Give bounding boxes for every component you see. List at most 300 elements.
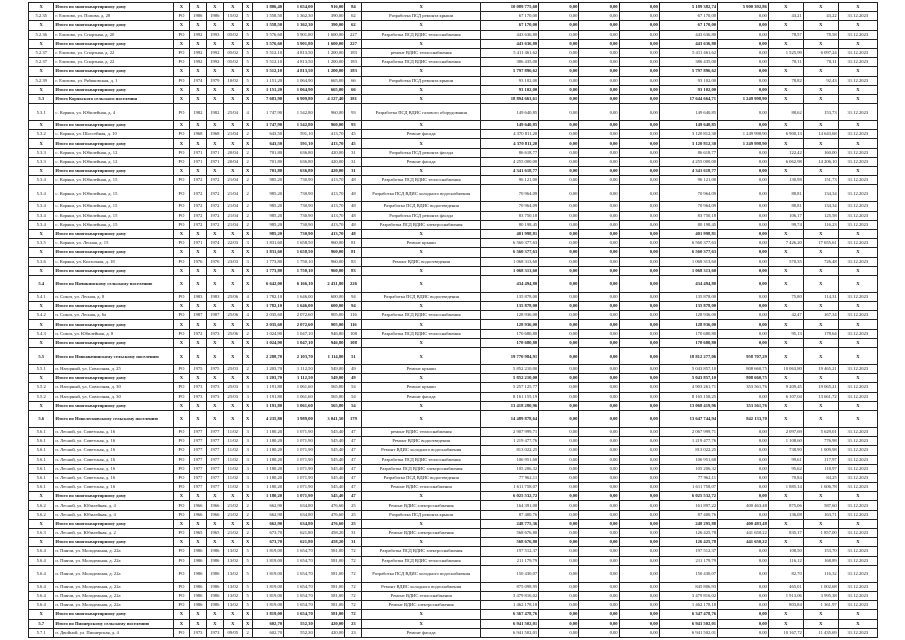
- table-cell: X: [223, 320, 242, 329]
- table-cell: 0,00: [619, 167, 659, 176]
- table-cell: РО: [174, 547, 190, 556]
- table-cell: 42,47: [768, 311, 803, 320]
- table-cell: п. Пинчи, ул. Молодежная, д. 22а: [54, 601, 174, 610]
- table-row: [29, 565, 878, 582]
- table-cell: 1968: [189, 130, 206, 139]
- table-cell: 4 813,50: [284, 67, 315, 76]
- table-cell: 51: [345, 348, 362, 365]
- table-cell: 128 936,00: [659, 320, 717, 329]
- table-cell: 1 558,50: [253, 21, 284, 30]
- table-cell: 17 644 664,71: [659, 94, 717, 103]
- table-cell: 4 341 618,77: [659, 167, 717, 176]
- table-cell: X: [29, 266, 54, 275]
- table-cell: 13/02: [223, 591, 242, 600]
- table-cell: п. Лесной, ул. Советская, д. 16: [54, 427, 174, 436]
- table-cell: X: [29, 121, 54, 130]
- table-cell: 400 483,48: [718, 519, 769, 528]
- table-cell: 1 806,40: [253, 3, 284, 12]
- table-cell: РО: [174, 501, 190, 510]
- table-cell: 390,00: [314, 21, 345, 30]
- table-cell: 1986: [206, 556, 223, 565]
- table-cell: 0,00: [619, 58, 659, 67]
- table-row: [29, 121, 878, 130]
- table-cell: X: [206, 320, 223, 329]
- table-cell: 18 812 277,06: [659, 348, 717, 365]
- table-cell: 0,00: [579, 167, 619, 176]
- table-cell: 25/03: [223, 365, 242, 374]
- table-cell: X: [803, 94, 838, 103]
- table-cell: 130,98: [768, 176, 803, 185]
- table-cell: Ремонт ВДИС электроснабжения: [362, 601, 481, 610]
- table-cell: 1972: [206, 176, 223, 185]
- table-cell: Итого по многоквартирному дому: [54, 167, 174, 176]
- table-cell: 0,00: [718, 220, 769, 229]
- table-cell: 662,90: [253, 519, 284, 528]
- table-cell: 0,00: [579, 510, 619, 519]
- table-cell: X: [223, 410, 242, 427]
- table-cell: 5 043 857,10: [659, 365, 717, 374]
- table-cell: 70 964,09: [659, 202, 717, 211]
- table-cell: 0,00: [718, 211, 769, 220]
- table-cell: 25/06: [223, 292, 242, 301]
- table-cell: X: [189, 94, 206, 103]
- table-row: [29, 365, 878, 374]
- table-cell: X: [223, 3, 242, 12]
- table-cell: 1973: [206, 383, 223, 392]
- table-cell: 99,61: [768, 455, 803, 464]
- table-cell: 70,11: [768, 58, 803, 67]
- table-cell: X: [174, 538, 190, 547]
- table-cell: 5.4.2: [29, 311, 54, 320]
- table-cell: 5: [242, 556, 253, 565]
- table-cell: X: [362, 167, 481, 176]
- table-cell: 3: [242, 392, 253, 401]
- table-cell: РО: [174, 211, 190, 220]
- table-cell: X: [189, 67, 206, 76]
- table-cell: 1986: [206, 547, 223, 556]
- table-cell: X: [223, 302, 242, 311]
- table-cell: 11/02: [223, 464, 242, 473]
- table-cell: РО: [174, 582, 190, 591]
- table-cell: 13 068 419,96: [659, 401, 717, 410]
- table-cell: 1 646,00: [284, 292, 315, 301]
- table-cell: 5.3.3: [29, 148, 54, 157]
- table-cell: 13/02: [223, 601, 242, 610]
- table-cell: X: [223, 519, 242, 528]
- table-cell: 0,00: [718, 446, 769, 455]
- table-cell: 0,00: [718, 229, 769, 238]
- table-cell: X: [768, 275, 803, 292]
- table-cell: 10 167,72: [768, 628, 803, 637]
- table-row: [29, 455, 878, 464]
- table-cell: 5 852 210,00: [480, 365, 538, 374]
- table-cell: РО: [174, 464, 190, 473]
- table-cell: X: [362, 3, 481, 12]
- table-cell: 0,00: [619, 473, 659, 482]
- table-cell: 106,17: [768, 211, 803, 220]
- table-cell: 0,00: [619, 464, 659, 473]
- table-cell: X: [206, 248, 223, 257]
- table-cell: 413,70: [314, 139, 345, 148]
- table-cell: 48: [345, 185, 362, 202]
- table-cell: 48: [345, 211, 362, 220]
- table-cell: РО: [174, 176, 190, 185]
- table-cell: 94: [345, 302, 362, 311]
- table-cell: 5 576,60: [253, 30, 284, 39]
- table-cell: 0,00: [619, 446, 659, 455]
- table-cell: 82,70: [768, 565, 803, 582]
- table-cell: X: [768, 374, 803, 383]
- table-cell: 0,00: [718, 510, 769, 519]
- table-cell: 5: [242, 591, 253, 600]
- table-cell: 1 191,80: [253, 401, 284, 410]
- table-cell: 21/04: [223, 130, 242, 139]
- table-cell: 151,73: [803, 176, 838, 185]
- table-cell: 70,11: [803, 58, 838, 67]
- table-cell: 1972: [206, 211, 223, 220]
- table-cell: 67 170,00: [480, 12, 538, 21]
- table-row: [29, 176, 878, 185]
- table-cell: X: [803, 121, 838, 130]
- table-cell: X: [29, 139, 54, 148]
- table-cell: 1 654,70: [284, 556, 315, 565]
- table-cell: 3: [242, 455, 253, 464]
- table-cell: п. Пинчи, ул. Молодежная, д. 22а: [54, 582, 174, 591]
- table-cell: Ремонт ВДИС электроснабжения: [362, 501, 481, 510]
- table-cell: X: [174, 94, 190, 103]
- table-cell: 2: [242, 157, 253, 166]
- table-cell: Итого по многоквартирному дому: [54, 229, 174, 238]
- table-cell: 0,00: [718, 76, 769, 85]
- table-row: [29, 76, 878, 85]
- table-cell: 1 600,00: [314, 39, 345, 48]
- table-cell: РО: [174, 104, 190, 121]
- table-cell: п. Нагорный, ул. Совхозная, д. 30: [54, 392, 174, 401]
- table-cell: X: [174, 610, 190, 619]
- table-cell: 960,00: [314, 239, 345, 248]
- table-row: [29, 483, 878, 492]
- table-cell: 4 903 261,71: [659, 383, 717, 392]
- table-cell: 0,00: [619, 529, 659, 538]
- table-cell: 86 618,77: [480, 148, 538, 157]
- table-cell: 31: [345, 529, 362, 538]
- table-row: [29, 185, 878, 202]
- table-cell: 3: [242, 239, 253, 248]
- table-cell: 136,08: [768, 510, 803, 519]
- table-cell: 1 200,00: [314, 58, 345, 67]
- table-cell: X: [223, 248, 242, 257]
- table-cell: 0,00: [539, 610, 579, 619]
- table-cell: Итого по многоквартирному дому: [54, 538, 174, 547]
- table-cell: 621,80: [284, 538, 315, 547]
- table-cell: 0,00: [619, 139, 659, 148]
- table-cell: 134,34: [803, 185, 838, 202]
- table-cell: 0,00: [539, 464, 579, 473]
- table-cell: 31.12.2023: [838, 48, 877, 57]
- table-cell: 665,00: [314, 85, 345, 94]
- table-cell: 31: [345, 538, 362, 547]
- table-cell: 0,00: [579, 220, 619, 229]
- table-cell: 5.5.1: [29, 365, 54, 374]
- table-cell: п. Пинчи, ул. Молодежная, д. 22а: [54, 556, 174, 565]
- table-cell: X: [803, 348, 838, 365]
- table-cell: РО: [174, 148, 190, 157]
- table-cell: 581,00: [314, 565, 345, 582]
- table-cell: 985,20: [253, 229, 284, 238]
- table-row: [29, 85, 878, 94]
- table-cell: 5.6.2: [29, 501, 54, 510]
- table-cell: 1 773,80: [253, 257, 284, 266]
- table-cell: X: [206, 85, 223, 94]
- table-cell: 0,00: [579, 529, 619, 538]
- table-cell: 31.12.2023: [838, 76, 877, 85]
- table-cell: 0,00: [539, 510, 579, 519]
- table-cell: X: [838, 410, 877, 427]
- table-row: [29, 619, 878, 628]
- table-cell: 1965: [206, 529, 223, 538]
- table-cell: 13 418 280,96: [480, 401, 538, 410]
- table-cell: X: [768, 410, 803, 427]
- table-row: [29, 446, 878, 455]
- table-cell: 0,00: [619, 185, 659, 202]
- table-cell: 197 512,37: [659, 547, 717, 556]
- table-cell: 1987: [189, 311, 206, 320]
- table-cell: 1986: [189, 601, 206, 610]
- table-cell: 0,00: [718, 121, 769, 130]
- table-cell: 183: [345, 48, 362, 57]
- table-cell: 10 063,80: [768, 365, 803, 374]
- table-row: [29, 67, 878, 76]
- table-cell: с. Коряки, ул. Лесная, д. 15: [54, 239, 174, 248]
- table-cell: 179: [345, 410, 362, 427]
- table-cell: X: [223, 67, 242, 76]
- table-cell: 5.3.2: [29, 130, 54, 139]
- table-cell: 5.6: [29, 410, 54, 427]
- table-cell: 2: [242, 365, 253, 374]
- table-cell: 434 494,80: [659, 275, 717, 292]
- table-cell: 1986: [206, 565, 223, 582]
- table-cell: 0,00: [718, 547, 769, 556]
- table-cell: 1975: [189, 365, 206, 374]
- table-cell: 54: [345, 401, 362, 410]
- table-cell: 0,00: [718, 392, 769, 401]
- table-cell: 211 179,79: [659, 556, 717, 565]
- table-cell: 0,00: [718, 628, 769, 637]
- table-cell: 19 465,21: [803, 365, 838, 374]
- table-cell: 0,00: [718, 239, 769, 248]
- table-cell: 0,00: [539, 410, 579, 427]
- table-cell: 0,00: [619, 565, 659, 582]
- table-cell: X: [242, 519, 253, 528]
- table-cell: 178,64: [803, 329, 838, 338]
- table-cell: 1 024,90: [253, 329, 284, 338]
- table-cell: 47: [345, 455, 362, 464]
- table-cell: 5 411 461,62: [659, 48, 717, 57]
- table-cell: п. Пинчи, ул. Молодежная, д. 22а: [54, 591, 174, 600]
- table-cell: 0,00: [579, 48, 619, 57]
- table-cell: 1 112,50: [284, 374, 315, 383]
- table-cell: 1972: [206, 202, 223, 211]
- table-cell: 0,00: [539, 565, 579, 582]
- table-cell: 0,00: [619, 483, 659, 492]
- table-cell: 31.12.2023: [838, 601, 877, 610]
- table-cell: 0,00: [539, 374, 579, 383]
- table-cell: 1972: [189, 202, 206, 211]
- table-cell: 5.2.37: [29, 58, 54, 67]
- table-cell: 545,40: [314, 483, 345, 492]
- table-cell: 1977: [206, 427, 223, 436]
- table-cell: 813 022,25: [659, 446, 717, 455]
- table-cell: 6 025 532,72: [480, 492, 538, 501]
- table-cell: 1971: [189, 148, 206, 157]
- table-cell: 0,00: [718, 338, 769, 347]
- table-cell: 31.12.2023: [838, 157, 877, 166]
- table-cell: 5 257 125,77: [480, 383, 538, 392]
- table-cell: 0,00: [619, 501, 659, 510]
- table-cell: 1 658,50: [284, 239, 315, 248]
- table-cell: Итого по Новоавачинскому сельскому поселению: [54, 348, 174, 365]
- table-cell: Итого по многоквартирному дому: [54, 374, 174, 383]
- table-cell: 0,00: [619, 148, 659, 157]
- table-cell: 47: [345, 427, 362, 436]
- table-cell: 0,00: [539, 492, 579, 501]
- table-cell: 4 813,50: [284, 58, 315, 67]
- table-cell: РО: [174, 365, 190, 374]
- table-cell: 0,00: [619, 76, 659, 85]
- table-cell: 0,00: [579, 410, 619, 427]
- table-cell: с. Коряки, ул. Шоссейная, д. 10: [54, 130, 174, 139]
- table-cell: 5 901,80: [284, 39, 315, 48]
- table-cell: РО: [174, 483, 190, 492]
- table-cell: X: [242, 275, 253, 292]
- table-cell: Ремонт фасада: [362, 130, 481, 139]
- table-cell: 0,00: [579, 392, 619, 401]
- table-cell: 0,00: [579, 21, 619, 30]
- table-row: [29, 529, 878, 538]
- table-cell: 1 191,80: [253, 383, 284, 392]
- table-cell: 0,00: [619, 329, 659, 338]
- table-cell: X: [189, 121, 206, 130]
- table-cell: 0,00: [619, 85, 659, 94]
- table-cell: 31.12.2023: [838, 257, 877, 266]
- table-cell: 581,00: [314, 601, 345, 610]
- table-cell: 1977: [206, 446, 223, 455]
- table-cell: 13/02: [223, 556, 242, 565]
- table-cell: X: [803, 374, 838, 383]
- table-cell: 31.12.2023: [838, 547, 877, 556]
- table-cell: п. Сокоч, ул. Лесная, д. 6а: [54, 311, 174, 320]
- table-cell: 70 964,09: [480, 202, 538, 211]
- table-cell: X: [223, 229, 242, 238]
- table-cell: 985,20: [253, 176, 284, 185]
- table-cell: с. Коряки, ул. Юбилейная, д. 15: [54, 202, 174, 211]
- table-cell: 31.12.2023: [838, 464, 877, 473]
- table-cell: 0,00: [579, 547, 619, 556]
- table-cell: 0,00: [539, 248, 579, 257]
- table-cell: 565,80: [314, 401, 345, 410]
- table-cell: 70 964,09: [480, 185, 538, 202]
- table-cell: 545,40: [314, 473, 345, 482]
- table-cell: Разработка ПСД ВДИС газового оборудования: [362, 104, 481, 121]
- table-row: [29, 130, 878, 139]
- table-cell: 72: [345, 565, 362, 582]
- table-cell: 441 650,22: [718, 538, 769, 547]
- table-cell: 985,20: [253, 185, 284, 202]
- table-cell: 0,00: [619, 94, 659, 103]
- table-cell: 842 133,70: [718, 410, 769, 427]
- table-cell: 5.3.4: [29, 185, 54, 202]
- table-cell: X: [242, 248, 253, 257]
- table-cell: 1966: [206, 510, 223, 519]
- table-cell: X: [29, 3, 54, 12]
- table-cell: 31.12.2023: [838, 473, 877, 482]
- table-cell: 443 636,80: [480, 39, 538, 48]
- table-cell: Разработка ПСД ВДИС теплоснабжения: [362, 329, 481, 338]
- table-cell: 2: [242, 510, 253, 519]
- table-cell: Итого по многоквартирному дому: [54, 21, 174, 30]
- table-row: [29, 257, 878, 266]
- table-cell: 353 561,76: [718, 401, 769, 410]
- table-cell: 1974: [206, 239, 223, 248]
- table-cell: 738,90: [768, 446, 803, 455]
- table-cell: 0,00: [579, 229, 619, 238]
- table-cell: X: [838, 492, 877, 501]
- table-cell: 0,00: [539, 275, 579, 292]
- table-cell: 1 658,50: [284, 248, 315, 257]
- table-row: [29, 519, 878, 528]
- table-cell: 96 121,00: [659, 176, 717, 185]
- table-cell: 1 819,00: [253, 591, 284, 600]
- table-cell: 1 362,30: [284, 12, 315, 21]
- table-cell: X: [362, 67, 481, 76]
- table-cell: 5: [242, 48, 253, 57]
- table-row: [29, 338, 878, 347]
- table-cell: X: [174, 3, 190, 12]
- table-cell: X: [206, 67, 223, 76]
- table-cell: 78,82: [768, 76, 803, 85]
- table-cell: X: [223, 275, 242, 292]
- table-cell: 1971: [189, 239, 206, 248]
- table-cell: 0,00: [579, 94, 619, 103]
- table-cell: 1 558,50: [253, 12, 284, 21]
- table-cell: X: [803, 275, 838, 292]
- table-cell: X: [189, 3, 206, 12]
- table-cell: г. Елизово, ул. Спортная, д. 20: [54, 30, 174, 39]
- table-cell: 2 072,60: [284, 311, 315, 320]
- table-cell: X: [803, 401, 838, 410]
- table-cell: 1 654,70: [284, 591, 315, 600]
- table-cell: 0,00: [619, 455, 659, 464]
- table-cell: 18 894 663,61: [480, 94, 538, 103]
- table-cell: 31.12.2023: [838, 104, 877, 121]
- table-cell: 99,74: [768, 220, 803, 229]
- table-cell: 1 180,20: [253, 446, 284, 455]
- table-row: [29, 410, 878, 427]
- table-cell: X: [768, 302, 803, 311]
- table-cell: 31.12.2023: [838, 392, 877, 401]
- table-cell: 4 255 000,00: [480, 157, 538, 166]
- table-cell: 5.6.1: [29, 464, 54, 473]
- table-cell: 11/02: [223, 483, 242, 492]
- table-cell: 66: [345, 76, 362, 85]
- table-cell: X: [242, 67, 253, 76]
- table-cell: X: [206, 374, 223, 383]
- table-cell: X: [29, 248, 54, 257]
- table-cell: 211 179,79: [480, 556, 538, 565]
- table-cell: 167,34: [803, 311, 838, 320]
- table-cell: 116,12: [768, 556, 803, 565]
- table-cell: 128 936,00: [659, 311, 717, 320]
